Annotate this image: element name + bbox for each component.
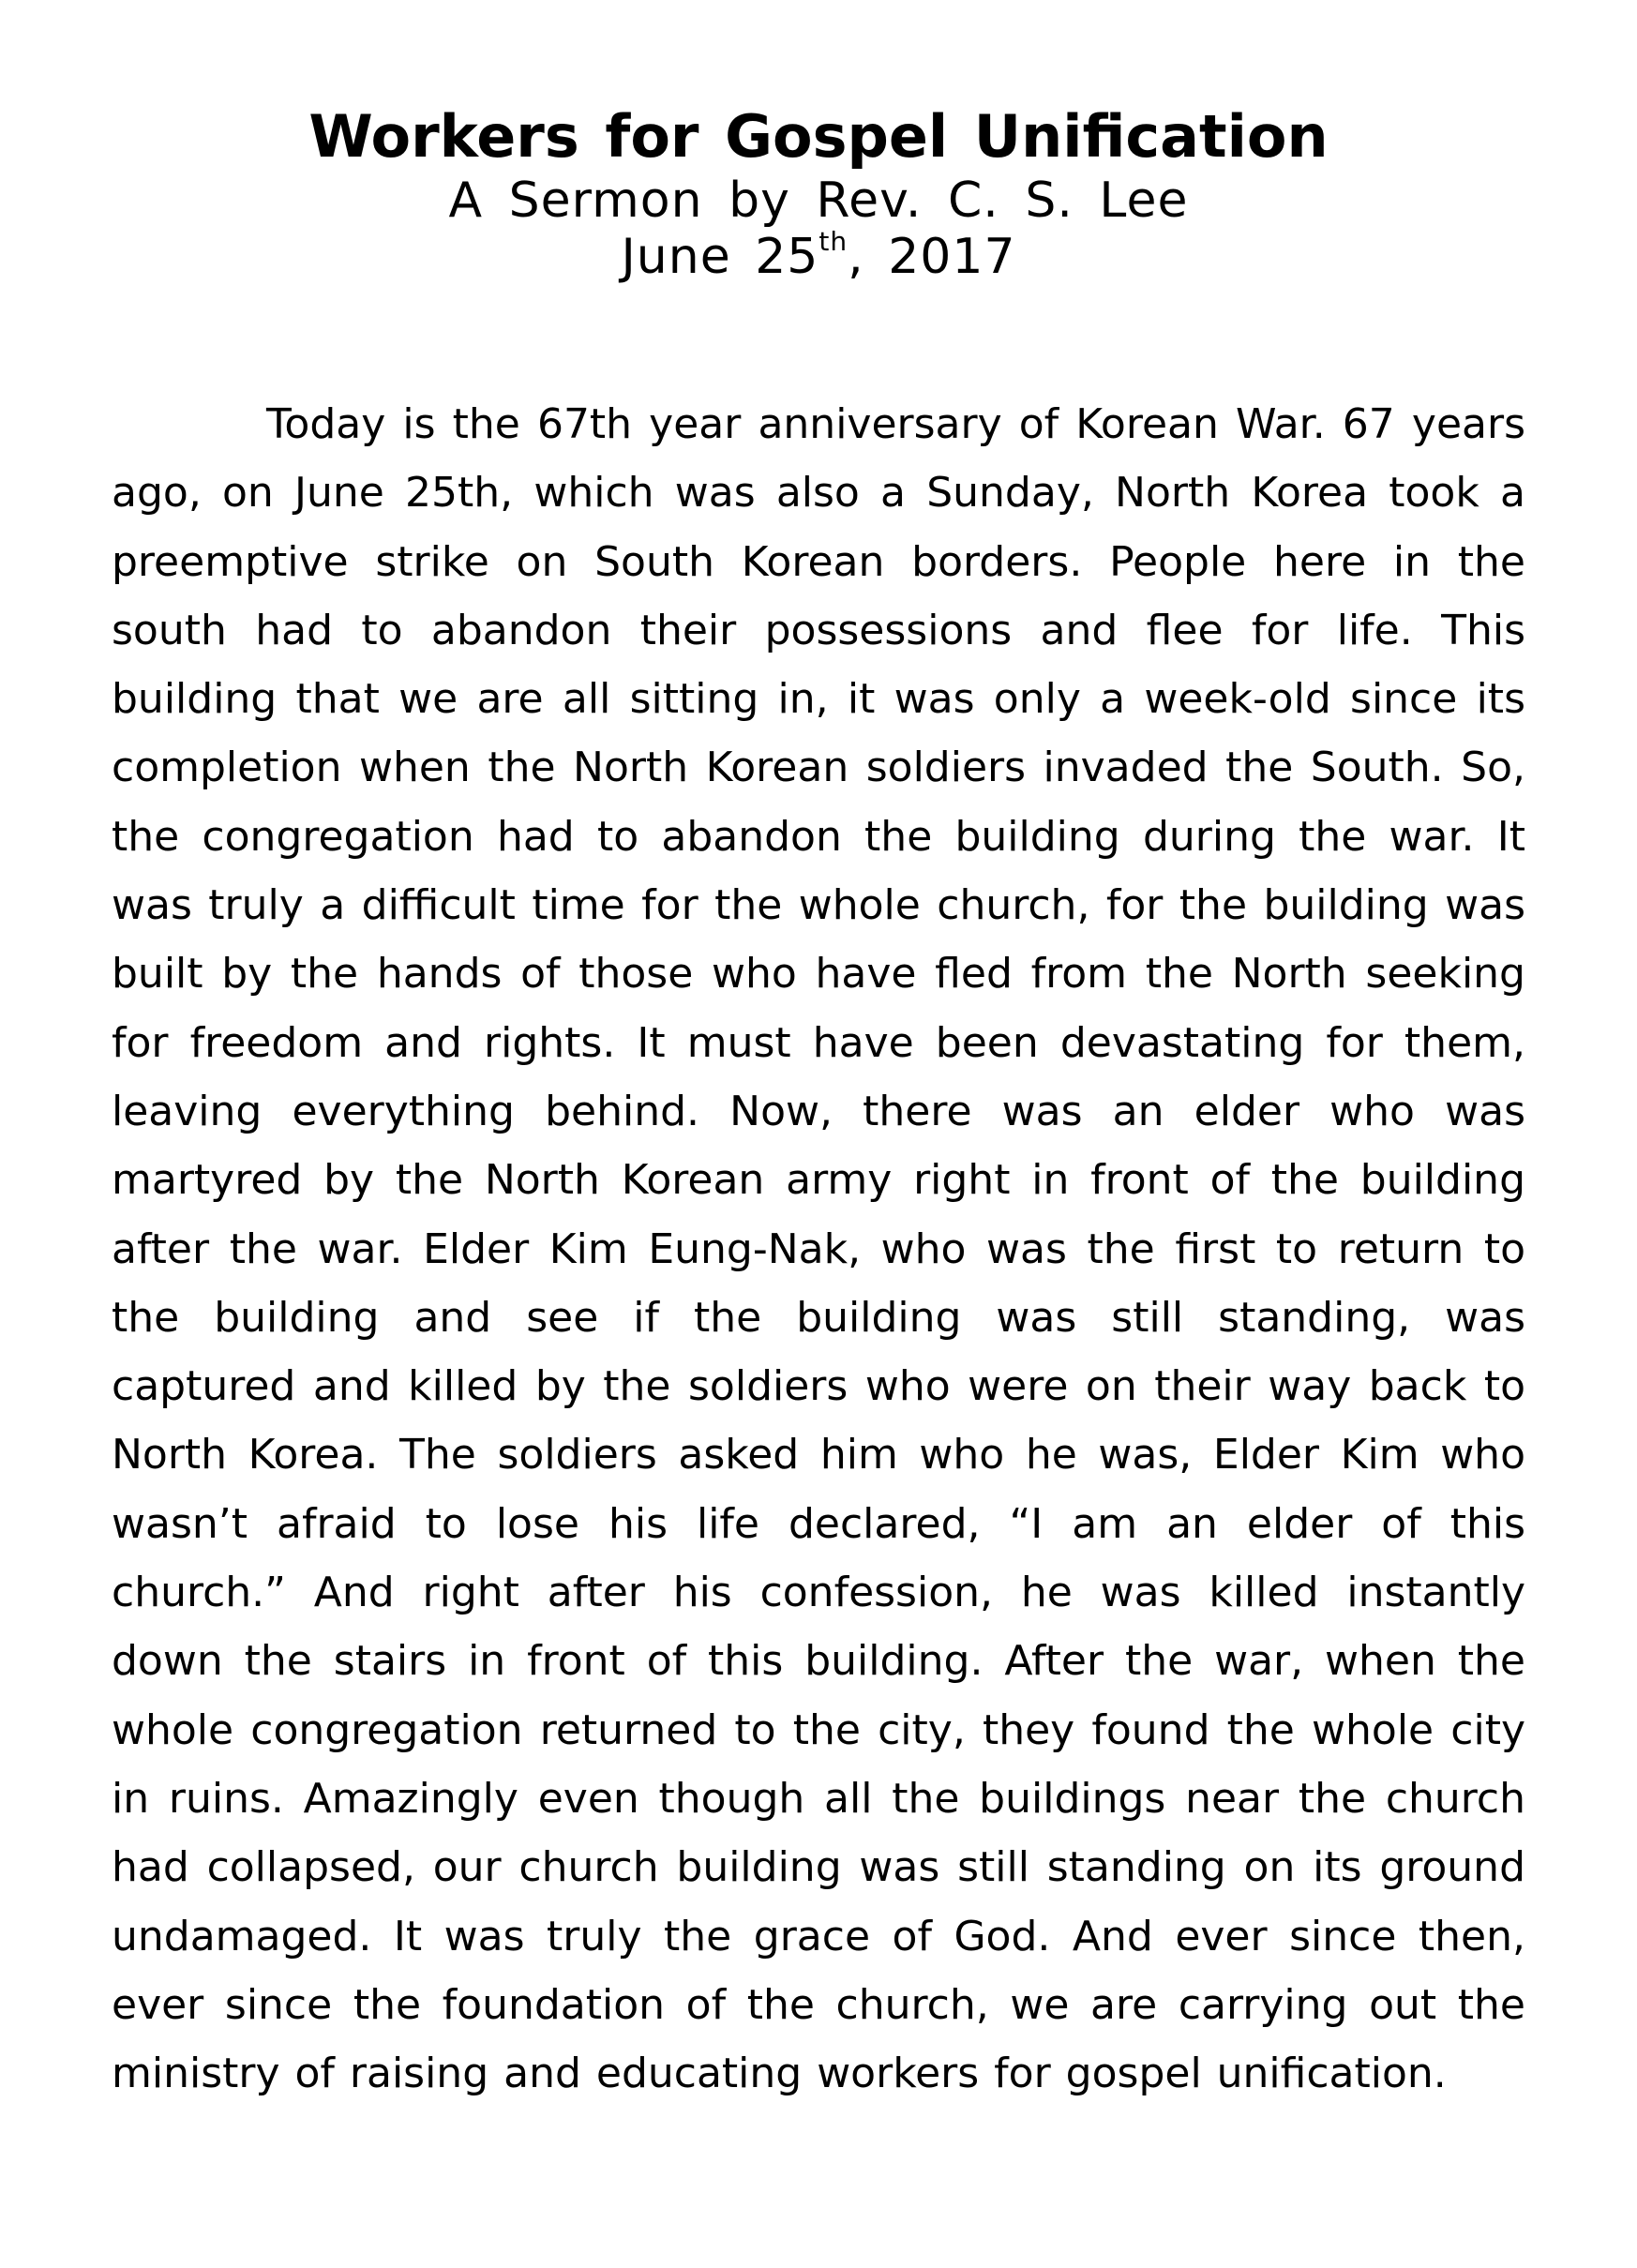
document-date xyxy=(0,226,1637,285)
sermon-paragraph: Today is the 67th year anniversary of Korean War. 67 years ago, on June 25th, which was also a Sunday, North Korea took a preemptive strike on South Korean borders. People here in the south had to abandon their possessions and flee for life. This building that we are all sitting in, it was only a week-old since its completion when the North Korean soldiers invaded the South. So, the congregation had to abandon the building during the war. It was truly a difficult time for the whole church, for the building was built by the hands of those who have fled from the North seeking for freedom and rights. It must have been devastating for them, leaving everything behind. Now, there was an elder who was martyred by the North Korean army right in front of the building after the war. Elder Kim Eung-Nak, who was the first to return to the building and see if the building was still standing, was captured and killed by the soldiers who were on their way back to North Korea. The soldiers asked him who he was, Elder Kim who wasn’t afraid to lose his life declared, “I am an elder of this church.” And right after his confession, he was killed instantly down the stairs in front of this building. After the war, when the whole congregation returned to the city, they found the whole city in ruins. Amazingly even though all the buildings near the church had collapsed, our church building was still standing on its ground undamaged. It was truly the grace of God. And ever since then, ever since the foundation of the church, we are carrying out the ministry of raising and educating workers for gospel unification. xyxy=(112,400,1525,2098)
document-title: Workers for Gospel Unification xyxy=(308,102,1329,171)
date-prefix: June 25 xyxy=(621,229,819,285)
document-header xyxy=(0,101,1637,285)
date-suffix: , 2017 xyxy=(848,229,1016,285)
document-subtitle: A Sermon by Rev. C. S. Lee xyxy=(448,173,1189,229)
date-superscript: th xyxy=(818,226,849,257)
